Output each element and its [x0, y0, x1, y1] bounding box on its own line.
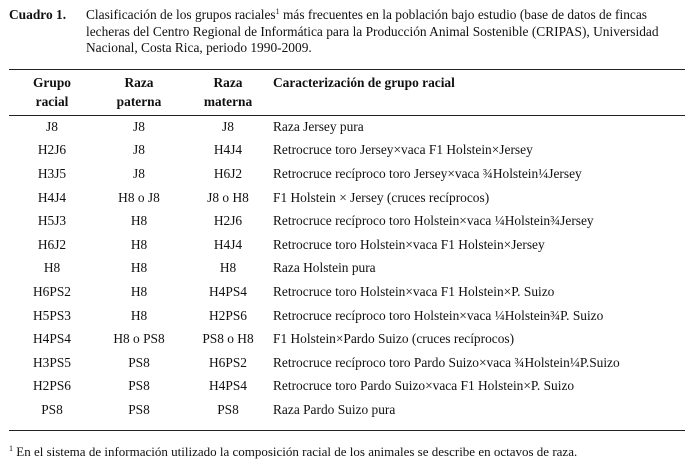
- raza-paterna-cell: H8: [130, 213, 148, 229]
- footnote-marker: 1: [9, 444, 13, 453]
- caption-label: Cuadro 1.: [9, 7, 67, 22]
- header-grupo-racial: Grupo racial: [33, 75, 71, 109]
- table-bottom-rule: [9, 430, 685, 431]
- raza-materna-cell: H4J4: [213, 142, 243, 158]
- caption-text-start: Clasificación de los grupos raciales: [86, 7, 276, 22]
- caracterizacion-cell: Retrocruce recíproco toro Holstein×vaca ¼Holstein¾P. Suizo: [273, 307, 604, 323]
- grupo-racial-cell: H3J5: [37, 165, 67, 181]
- grupo-racial-cell: J8: [46, 118, 58, 134]
- raza-paterna-cell: H8 o PS8: [113, 331, 165, 347]
- table-row: [9, 280, 685, 304]
- raza-materna-cell: J8: [222, 118, 234, 134]
- raza-paterna-cell: H8 o J8: [118, 189, 160, 205]
- raza-paterna-cell: PS8: [128, 354, 150, 370]
- table-row: [9, 375, 685, 399]
- caracterizacion-cell: Retrocruce toro Holstein×vaca F1 Holstein×P. Suizo: [273, 283, 555, 299]
- table-row: [9, 139, 685, 163]
- caracterizacion-cell: Retrocruce toro Pardo Suizo×vaca F1 Holstein×P. Suizo: [273, 378, 575, 394]
- table-row: [9, 209, 685, 233]
- raza-materna-cell: H6PS2: [209, 354, 247, 370]
- footnote-text: En el sistema de información utilizado la composición racial de los animales se describe en octavos de raza.: [13, 444, 578, 459]
- grupo-racial-cell: H4PS4: [33, 331, 71, 347]
- raza-paterna-cell: H8: [130, 236, 148, 252]
- raza-paterna-cell: J8: [133, 118, 145, 134]
- header-raza-materna: Raza materna: [203, 75, 253, 109]
- footnote: [9, 444, 577, 460]
- table-header-row: [9, 71, 685, 111]
- raza-paterna-cell: J8: [133, 142, 145, 158]
- table-row: [9, 304, 685, 328]
- grupo-racial-cell: H6PS2: [33, 283, 71, 299]
- raza-materna-cell: H2J6: [213, 213, 243, 229]
- raza-materna-cell: H6J2: [213, 165, 243, 181]
- caracterizacion-cell: Retrocruce recíproco toro Pardo Suizo×vaca ¾Holstein¼P.Suizo: [273, 354, 620, 370]
- caracterizacion-cell: Raza Jersey pura: [273, 118, 364, 134]
- raza-paterna-cell: H8: [130, 260, 148, 276]
- table-row: [9, 186, 685, 210]
- raza-materna-cell: PS8: [217, 401, 239, 417]
- table-row: [9, 257, 685, 281]
- grupo-racial-cell: H3PS5: [33, 354, 71, 370]
- caption-text: [86, 7, 686, 57]
- raza-materna-cell: H8: [219, 260, 237, 276]
- breed-groups-table: [9, 71, 685, 422]
- raza-paterna-cell: J8: [133, 165, 145, 181]
- table-row: [9, 351, 685, 375]
- caracterizacion-cell: Retrocruce toro Holstein×vaca F1 Holstein×Jersey: [273, 236, 545, 252]
- raza-paterna-cell: PS8: [128, 378, 150, 394]
- caracterizacion-cell: F1 Holstein × Jersey (cruces recíprocos): [273, 189, 490, 205]
- table-row: [9, 162, 685, 186]
- table-row: [9, 233, 685, 257]
- caption-text-rest: más frecuentes en la población bajo estudio (base de datos de fincas lecheras del Centro Regional de Informática para la Producción Animal Sostenible (CRIPAS), Universidad Nacional, Costa Rica, periodo 1990-2009.: [86, 7, 659, 55]
- raza-paterna-cell: PS8: [128, 401, 150, 417]
- raza-materna-cell: H4PS4: [209, 378, 247, 394]
- raza-materna-cell: H4J4: [213, 236, 243, 252]
- header-caracterizacion: Caracterización de grupo racial: [273, 75, 455, 90]
- raza-materna-cell: PS8 o H8: [202, 331, 254, 347]
- grupo-racial-cell: H5PS3: [33, 307, 71, 323]
- caracterizacion-cell: Retrocruce toro Jersey×vaca F1 Holstein×Jersey: [273, 142, 533, 158]
- grupo-racial-cell: H2J6: [37, 142, 67, 158]
- table-row: [9, 398, 685, 422]
- caracterizacion-cell: F1 Holstein×Pardo Suizo (cruces recíprocos): [273, 331, 515, 347]
- raza-materna-cell: H2PS6: [209, 307, 247, 323]
- table-body: [9, 111, 685, 422]
- caracterizacion-cell: Raza Holstein pura: [273, 260, 376, 276]
- raza-materna-cell: H4PS4: [209, 283, 247, 299]
- table-row: [9, 111, 685, 139]
- grupo-racial-cell: H8: [43, 260, 61, 276]
- raza-paterna-cell: H8: [130, 283, 148, 299]
- grupo-racial-cell: H6J2: [37, 236, 67, 252]
- grupo-racial-cell: PS8: [41, 401, 63, 417]
- raza-paterna-cell: H8: [130, 307, 148, 323]
- grupo-racial-cell: H2PS6: [33, 378, 71, 394]
- raza-materna-cell: J8 o H8: [207, 189, 249, 205]
- grupo-racial-cell: H5J3: [37, 213, 67, 229]
- caracterizacion-cell: Retrocruce recíproco toro Holstein×vaca ¼Holstein¾Jersey: [273, 213, 594, 229]
- table-row: [9, 327, 685, 351]
- caption-footnote-marker: 1: [275, 7, 280, 16]
- grupo-racial-cell: H4J4: [37, 189, 67, 205]
- caracterizacion-cell: Raza Pardo Suizo pura: [273, 401, 396, 417]
- header-raza-paterna: Raza paterna: [116, 75, 162, 109]
- table-top-rule: [9, 69, 685, 70]
- caracterizacion-cell: Retrocruce recíproco toro Jersey×vaca ¾Holstein¼Jersey: [273, 165, 582, 181]
